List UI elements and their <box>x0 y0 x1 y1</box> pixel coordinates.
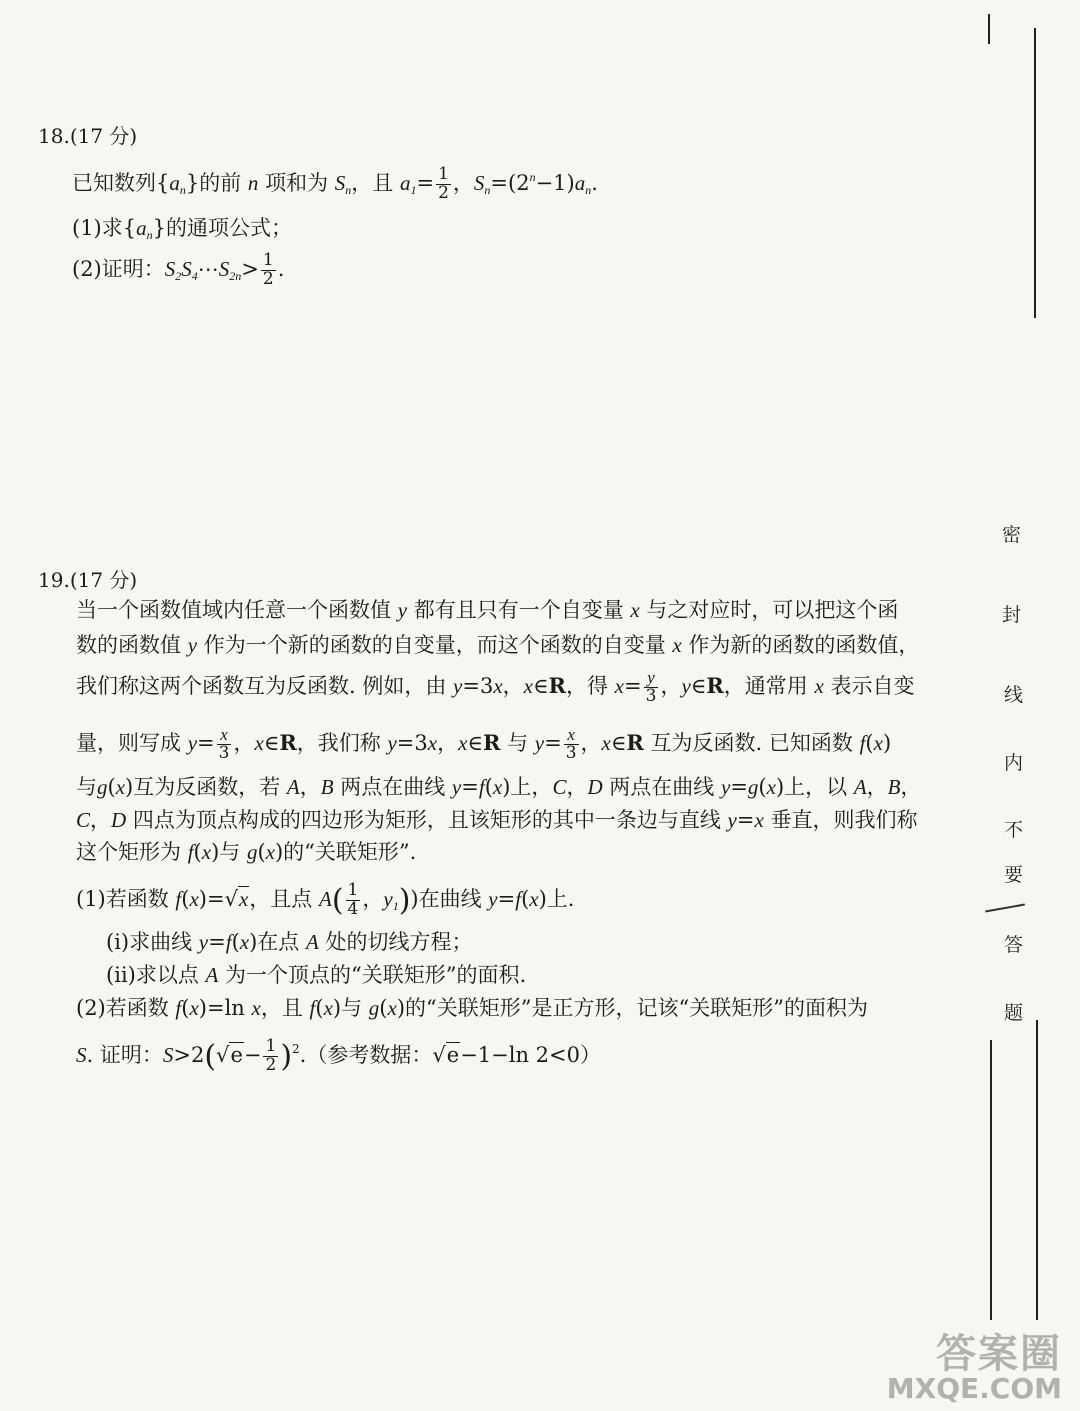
margin-char-bu: 不 <box>1004 819 1024 841</box>
math: x <box>201 840 212 864</box>
q19-part1: (1)若函数 f(x)=√x，且点 A( $\frac{1}{4}$ ，$y_1$))在曲线 y=f(x)上. <box>76 880 575 919</box>
text: )与 <box>332 996 369 1020</box>
math: g <box>747 775 759 799</box>
text: ( <box>865 730 874 755</box>
text: ， <box>660 673 682 698</box>
math: g <box>97 775 108 799</box>
math: x <box>630 598 640 622</box>
sqrt-radicand: e <box>446 1042 460 1067</box>
text: ) <box>882 730 892 755</box>
text: = <box>416 170 435 195</box>
math: f <box>515 886 522 911</box>
q19-part2-cont: S. 证明：S>2(√e− $\frac{1}{2}$ )$^2$.（参考数据：√e−1−ln 2<0） <box>76 1036 601 1075</box>
math: x <box>523 673 533 698</box>
text: = <box>461 775 479 799</box>
q19-line3 <box>76 669 914 706</box>
text: )在点 <box>249 930 306 954</box>
text: )=ln <box>198 996 252 1020</box>
q18-part2 <box>72 252 284 289</box>
text: (1)求{ <box>72 216 137 240</box>
text: ， <box>580 730 602 755</box>
math: y <box>681 673 691 698</box>
sqrt-radicand: x <box>238 886 249 911</box>
math: y <box>187 730 198 755</box>
exponent: n <box>529 169 536 184</box>
text: (2)若函数 <box>76 996 176 1020</box>
denominator: 2 <box>265 1054 277 1075</box>
math: $a_n$ <box>136 216 153 242</box>
binding-line-outer <box>1034 28 1036 318</box>
q18-part1 <box>72 216 292 242</box>
text: =(2 <box>490 170 530 195</box>
math: A <box>305 930 319 954</box>
text: (ⅱ)求以点 <box>106 963 206 987</box>
fraction-quarter <box>346 882 361 919</box>
text: 都有且只有一个自变量 <box>407 598 631 622</box>
math: x <box>766 775 776 799</box>
text: )= <box>198 886 225 911</box>
fraction-x-over-3 <box>564 726 579 763</box>
text: ( <box>758 775 767 799</box>
text: ，且 <box>351 170 400 195</box>
q19-part1-i <box>106 930 472 955</box>
math: C <box>552 775 567 799</box>
text: ( <box>107 775 116 799</box>
math: x <box>254 730 264 755</box>
denominator: 2 <box>262 268 274 289</box>
text: ( <box>181 996 190 1020</box>
math: x <box>239 930 250 954</box>
text: −1−ln 2<0） <box>460 1042 601 1067</box>
text: =3 <box>396 730 428 755</box>
text: = <box>544 730 562 755</box>
margin-char-mi: 密 <box>1002 524 1022 546</box>
text: )在曲线 <box>410 886 489 911</box>
margin-char-yao: 要 <box>1004 864 1024 886</box>
text: 处的切线方程； <box>318 930 473 954</box>
math: $S_n$ <box>473 170 491 197</box>
math: D <box>111 808 127 832</box>
math: x <box>601 730 611 755</box>
text: )的“关联矩形”. <box>274 840 417 864</box>
q19-header <box>38 568 137 592</box>
text: }的通项公式； <box>152 216 292 240</box>
q19-number: 19. <box>38 568 70 592</box>
text: ∈ <box>610 730 627 755</box>
q19-line6 <box>76 808 918 833</box>
text: ，且点 <box>249 886 319 911</box>
text: 这个矩形为 <box>76 840 188 864</box>
math: $S_{2n}$ <box>218 256 242 283</box>
math: y <box>198 930 209 954</box>
text: 当一个函数值域内任意一个函数值 <box>76 598 398 622</box>
text: ， <box>299 775 321 799</box>
text: }的前 <box>185 170 248 195</box>
text: > <box>241 256 259 281</box>
text: ， <box>900 775 922 799</box>
math: f <box>175 996 182 1020</box>
text: ( <box>257 840 266 864</box>
binding-line-lower <box>990 1040 992 1320</box>
q19-line5 <box>76 775 921 800</box>
binding-tick <box>985 904 1025 912</box>
math: y <box>387 730 397 755</box>
text: ∈ <box>690 673 707 698</box>
math: x <box>493 673 503 698</box>
text: 已知数列{ <box>72 170 170 195</box>
numerator: 1 <box>262 250 274 270</box>
paren: ) <box>398 882 411 918</box>
math: S <box>76 1042 87 1067</box>
text: ( <box>484 775 493 799</box>
math-real: R <box>482 729 501 755</box>
math: f <box>859 730 866 755</box>
text: . <box>277 256 285 281</box>
math: y <box>727 808 737 832</box>
q19-line1 <box>76 598 898 623</box>
text: 与之对应时，可以把这个函 <box>639 598 899 622</box>
margin-char-xian: 线 <box>1004 684 1024 706</box>
text: ， <box>866 775 888 799</box>
numerator: 1 <box>265 1036 277 1056</box>
text: ，且 <box>260 996 310 1020</box>
text: 两点在曲线 <box>602 775 721 799</box>
text: −1) <box>535 170 575 195</box>
q19-line4 <box>76 726 891 763</box>
denominator: 4 <box>347 898 359 919</box>
text: 四点为顶点构成的四边形为矩形，且该矩形的其中一条边与直线 <box>126 808 728 832</box>
math-real: R <box>706 672 724 698</box>
math: f <box>478 775 485 799</box>
numerator: 1 <box>438 164 449 184</box>
math: C <box>76 808 91 832</box>
math: x <box>265 840 275 864</box>
math: x <box>492 775 503 799</box>
math: x <box>251 996 261 1020</box>
math: x <box>427 730 438 755</box>
text: ，得 <box>565 673 615 698</box>
text: ( <box>193 840 202 864</box>
text: ， <box>502 673 524 698</box>
text: = <box>208 930 226 954</box>
math: f <box>225 930 232 954</box>
text: ( <box>231 930 240 954</box>
sqrt-radicand: e <box>230 1042 243 1067</box>
math: $y_1$ <box>383 886 399 913</box>
paren: ( <box>204 1038 217 1074</box>
text: )与 <box>211 840 247 864</box>
math: x <box>814 673 824 698</box>
denominator: 3 <box>218 742 230 763</box>
text: ，通常用 <box>723 673 815 698</box>
math: y <box>720 775 731 799</box>
math: S <box>162 1042 174 1067</box>
math: x <box>754 808 764 832</box>
math: g <box>368 996 380 1020</box>
q19-part1-ii <box>106 963 526 988</box>
math: x <box>529 886 539 911</box>
text: = <box>624 673 642 698</box>
text: )互为反函数，若 <box>125 775 287 799</box>
numerator: x <box>217 726 232 745</box>
text: )上，以 <box>775 775 854 799</box>
math: y <box>451 775 462 799</box>
text: 量，则写成 <box>76 730 188 755</box>
math-real: R <box>279 729 297 755</box>
text: 垂直，则我们称 <box>763 808 918 832</box>
text: − <box>243 1042 262 1067</box>
text: 与 <box>76 775 97 799</box>
numerator: 1 <box>347 880 359 900</box>
math-real: R <box>548 672 566 698</box>
text: = <box>730 775 748 799</box>
q19-line2 <box>76 633 919 658</box>
margin-char-ti: 题 <box>1004 1002 1024 1024</box>
paren: ( <box>331 882 344 918</box>
math: g <box>246 840 258 864</box>
fraction-half <box>261 252 276 289</box>
text: 互为反函数. 已知函数 <box>643 730 860 755</box>
binding-line-lower-right <box>1036 1020 1038 1320</box>
text: ， <box>566 775 588 799</box>
margin-char-feng: 封 <box>1002 604 1022 626</box>
denominator: 3 <box>565 742 577 763</box>
fraction-half <box>436 166 451 203</box>
math: y <box>453 673 463 698</box>
text: )的“关联矩形”是正方形，记该“关联矩形”的面积为 <box>396 996 868 1020</box>
margin-char-da: 答 <box>1004 934 1024 956</box>
math: f <box>175 886 182 911</box>
fraction-y-over-3 <box>644 669 659 706</box>
text: = <box>736 808 755 832</box>
math: n <box>247 170 259 195</box>
math: A <box>205 963 219 987</box>
margin-char-nei: 内 <box>1004 752 1024 774</box>
text: ， <box>233 730 255 755</box>
text: 表示自变 <box>823 673 915 698</box>
text: ， <box>437 730 459 755</box>
math: y <box>488 886 498 911</box>
paren: ) <box>280 1038 293 1074</box>
q19-score: (17 分) <box>69 568 138 592</box>
text: ∈ <box>467 730 483 755</box>
numerator: y <box>644 669 659 688</box>
text: )上. <box>538 886 575 911</box>
text: >2 <box>173 1042 205 1067</box>
text: .（参考数据： <box>299 1042 433 1067</box>
text: 作为一个新的函数的自变量，而这个函数的自变量 <box>197 633 673 657</box>
denominator: 2 <box>438 182 449 203</box>
math: x <box>614 673 624 698</box>
math: f <box>187 840 194 864</box>
math: D <box>587 775 603 799</box>
text: 项和为 <box>258 170 335 195</box>
denominator: 3 <box>645 685 657 706</box>
math-real: R <box>626 729 644 755</box>
math: x <box>672 633 682 657</box>
q19-part2 <box>76 996 868 1021</box>
text: ∈ <box>532 673 549 698</box>
text: =3 <box>462 673 494 698</box>
math: x <box>323 996 333 1020</box>
text: 为一个顶点的“关联矩形”的面积. <box>218 963 527 987</box>
text: 我们称这两个函数互为反函数. 例如，由 <box>76 673 454 698</box>
math: B <box>320 775 334 799</box>
math: x <box>115 775 126 799</box>
q18-score: (17 分) <box>69 124 138 148</box>
text: . 证明： <box>86 1042 163 1067</box>
math: B <box>887 775 901 799</box>
math: A <box>319 886 332 911</box>
q18-header <box>38 124 137 148</box>
fraction-x-over-3 <box>217 726 232 763</box>
math: $S_n$ <box>334 170 352 197</box>
text: ， <box>90 808 112 832</box>
q18-number: 18. <box>38 124 70 148</box>
q19-line7 <box>76 840 416 865</box>
text: 两点在曲线 <box>333 775 452 799</box>
watermark-url: MXQE.COM <box>886 1372 1062 1405</box>
fraction-half <box>263 1038 278 1075</box>
exponent: 2 <box>292 1041 300 1056</box>
math: $a_n$ <box>169 170 186 197</box>
math: x <box>189 996 199 1020</box>
math: x <box>189 886 199 911</box>
math: $a_n$ <box>574 170 592 197</box>
text: ∈ <box>263 730 280 755</box>
q18-stem <box>72 166 598 203</box>
binding-line-left <box>988 14 990 44</box>
text: ( <box>181 886 190 911</box>
text: )上， <box>502 775 553 799</box>
text: 作为新的函数的函数值， <box>681 633 920 657</box>
math: x <box>387 996 397 1020</box>
math: $S_2S_4$ <box>164 256 198 283</box>
math: A <box>286 775 300 799</box>
text: ， <box>362 886 384 911</box>
text: ( <box>315 996 324 1020</box>
math: y <box>187 633 198 657</box>
text: (1)若函数 <box>76 886 176 911</box>
math: A <box>853 775 867 799</box>
text: ( <box>379 996 388 1020</box>
math: y <box>397 598 408 622</box>
watermark-logo-text: 答案圈 <box>936 1331 1062 1377</box>
math: x <box>873 730 883 755</box>
text: . <box>591 170 598 195</box>
text: ，我们称 <box>296 730 388 755</box>
math: x <box>458 730 468 755</box>
text: (2)证明： <box>72 256 165 281</box>
text: 与 <box>500 730 535 755</box>
text: (ⅰ)求曲线 <box>106 930 199 954</box>
numerator: x <box>564 726 579 745</box>
math: f <box>309 996 316 1020</box>
text: ⋯ <box>197 256 219 281</box>
math: y <box>534 730 545 755</box>
text: = <box>497 886 516 911</box>
text: ， <box>452 170 474 195</box>
text: = <box>197 730 215 755</box>
text: 数的函数值 <box>76 633 188 657</box>
math: $a_1$ <box>399 170 417 197</box>
text: ( <box>521 886 530 911</box>
